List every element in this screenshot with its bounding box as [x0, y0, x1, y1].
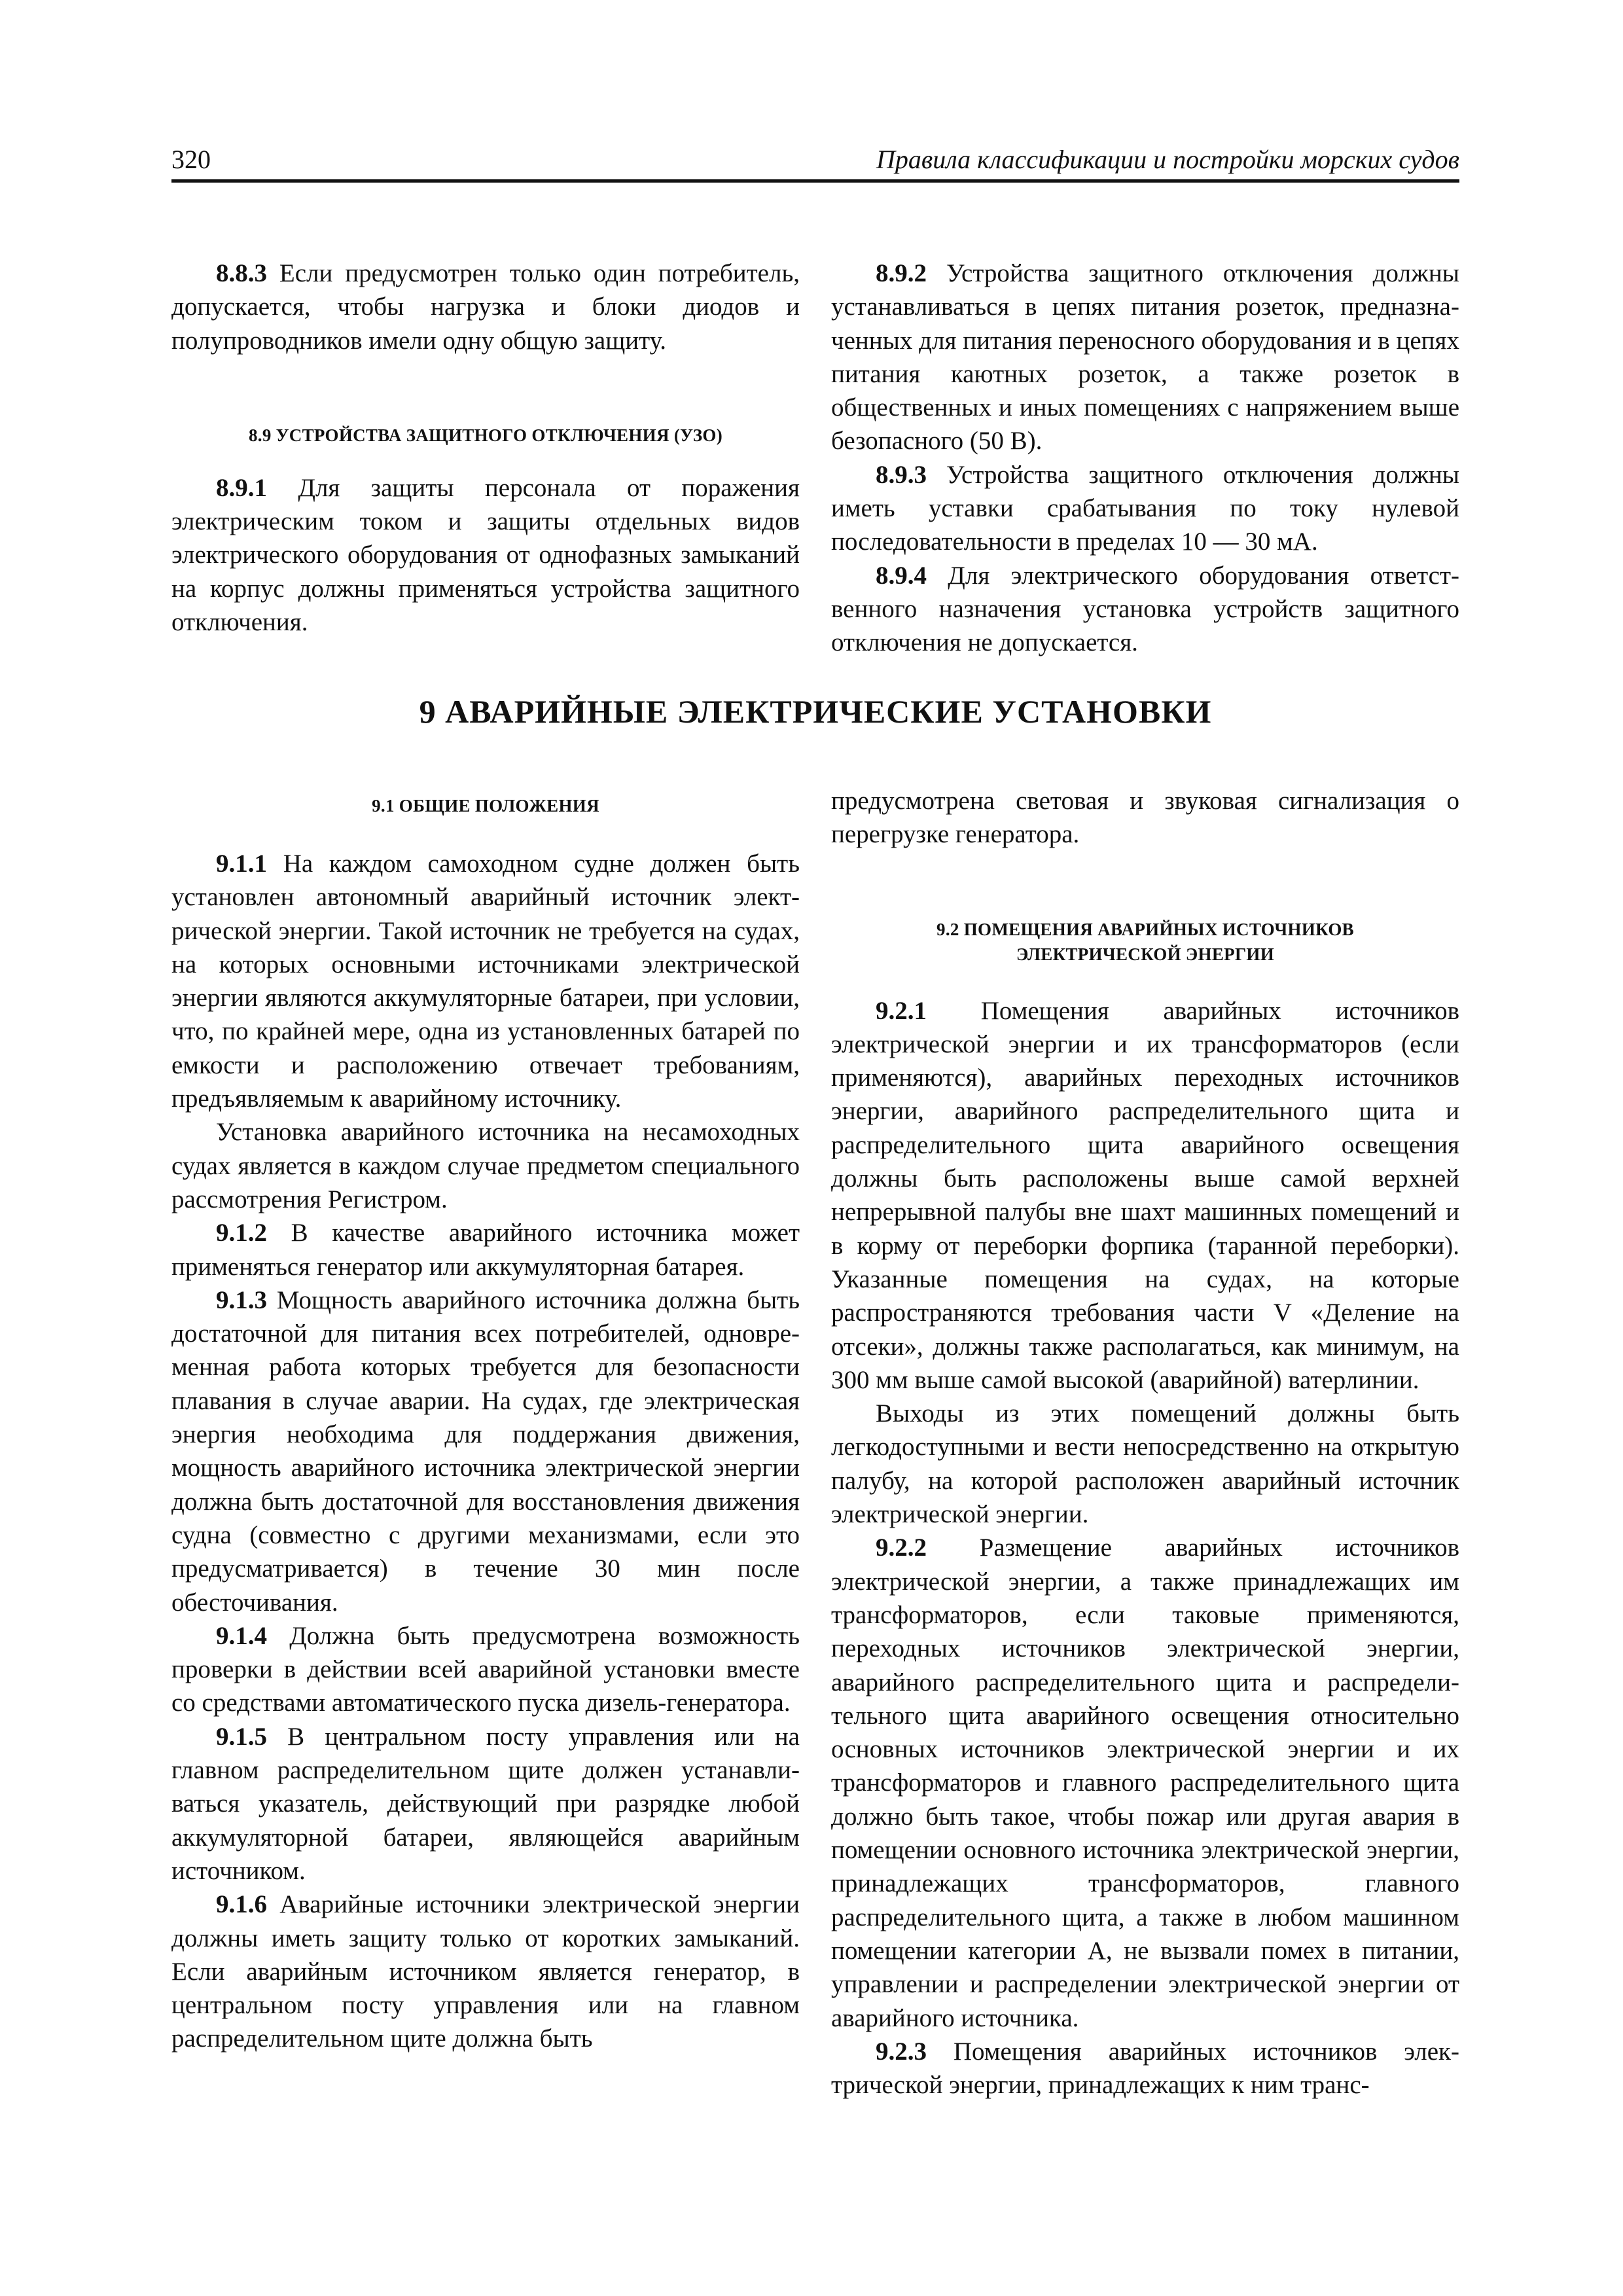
clause-text: Должна быть предусмотрена возможность проверки в действии всей аварийной установки вместе со средствами автоматического пуска дизель-генератора. [171, 1621, 800, 1717]
section-heading-9-2-line2: ЭЛЕКТРИЧЕСКОЙ ЭНЕРГИИ [1016, 944, 1275, 964]
bottom-left-column [171, 784, 800, 2056]
clause-text: Мощность аварийного источника должна быть достаточной для питания всех потребителей, одновременная работа которых требуется для безопасности плавания в случае аварии. На судах, где электрическая энергия необходима для поддержания движения, мощность аварийного источника электрической энергии должна быть достаточной для восстановления движения судна (совместно с другими механизмами, если это предусматривается) в течение 30 мин после обесточивания. [171, 1285, 800, 1617]
paragraph-8-9-3 [831, 458, 1459, 559]
clause-text: Помещения аварийных источников электрической энергии и их трансформаторов (если применяются), аварийных переходных источников энергии, аварийного распределительного щита и распределительного щита аварийного освещения должны быть расположены выше самой верхней непрерывной палубы вне шахт машинных помещений и в корму от переборки форпика (таранной переборки). Указанные помещения на судах, на которые распространяются требования части V «Деление на отсеки», должны также располагаться, как минимум, на 300 мм выше самой высокой (аварийной) ватерлинии. [831, 996, 1459, 1394]
clause-text: В качестве аварийного источника может применяться генератор или аккумуляторная батарея. [171, 1219, 800, 1281]
clause-number: 9.2.1 [876, 996, 927, 1025]
clause-text: Устройства защитного отключения должны иметь уставки срабатывания по току нулевой последовательности в пределах 10 — 30 мА. [831, 460, 1459, 556]
clause-text: Для защиты персонала от поражения электрическим током и защиты отдельных видов электрического оборудования от однофазных замыканий на корпус должны применяться устройства защитного отключения. [171, 473, 800, 637]
paragraph-9-1-6 [171, 1888, 800, 2055]
section-heading-9-1: 9.1 ОБЩИЕ ПОЛОЖЕНИЯ [372, 796, 599, 816]
clause-number: 9.2.2 [876, 1534, 927, 1562]
clause-number: 9.1.3 [216, 1285, 267, 1314]
clause-number: 8.8.3 [216, 259, 267, 287]
clause-number: 8.9.2 [876, 259, 927, 287]
clause-text: Помещения аварийных источников электрической энергии, принадлежащих к ним транс- [831, 2037, 1459, 2100]
paragraph-9-1-4 [171, 1619, 800, 1720]
paragraph-8-9-1 [171, 471, 800, 639]
clause-text: Если предусмотрен только один потребитель, допускается, чтобы нагрузка и блоки диодов и полупроводников имели одну общую защиту. [171, 259, 800, 355]
section-heading-9-2-line1: 9.2 ПОМЕЩЕНИЯ АВАРИЙНЫХ ИСТОЧНИКОВ [936, 919, 1354, 939]
paragraph-9-1-6-continued: предусмотрена световая и звуковая сигнализация о перегрузке генератора. [831, 787, 1459, 849]
running-title: Правила классификации и постройки морских судов [876, 145, 1459, 174]
paragraph-9-1-2 [171, 1216, 800, 1283]
clause-number: 9.1.1 [216, 850, 267, 878]
page-header [171, 143, 1459, 183]
page-number: 320 [171, 145, 211, 174]
chapter-title: 9 АВАРИЙНЫЕ ЭЛЕКТРИЧЕСКИЕ УСТАНОВКИ [419, 693, 1212, 730]
clause-text: Устройства защитного отключения должны устанавливаться в цепях питания розеток, предназначенных для питания переносного оборудования и в цепях питания каютных розеток, а также розеток в общественных и иных помещениях с напряжением выше безопасного (50 В). [831, 259, 1459, 456]
clause-number: 9.1.4 [216, 1621, 267, 1650]
clause-number: 9.1.2 [216, 1219, 267, 1247]
paragraph-9-2-1-continued: Выходы из этих помещений должны быть легкодоступными и вести непосредственно на открытую палубу, на которой расположен аварийный источник электрической энергии. [831, 1399, 1459, 1529]
bottom-right-column [831, 784, 1459, 2102]
clause-number: 8.9.3 [876, 460, 927, 489]
clause-number: 9.2.3 [876, 2037, 927, 2066]
top-left-column [171, 257, 800, 639]
clause-text: Размещение аварийных источников электрической энергии, а также принадлежащих им трансформаторов, если таковые применяются, переходных источников электрической энергии, аварийного распределительного щита и распределительного щита аварийного освещения относительно основных источников электрической энергии и их трансформаторов и главного распределительного щита должно быть такое, чтобы пожар или другая авария в помещении основного источника электрической энергии, принадлежащих трансформаторов, главного распределительного щита, а также в любом машинном помещении категории А, не вызвали помех в питании, управлении и распределении электрической энергии от аварийного источника. [831, 1534, 1459, 2032]
section-heading-8-9: 8.9 УСТРОЙСТВА ЗАЩИТНОГО ОТКЛЮЧЕНИЯ (УЗО) [248, 425, 723, 445]
paragraph-9-1-1-continued: Установка аварийного источника на несамоходных судах является в каждом случае предметом специального рассмотрения Регистром. [171, 1118, 800, 1213]
paragraph-8-9-4 [831, 559, 1459, 660]
paragraph-8-8-3 [171, 257, 800, 357]
clause-text: Аварийные источники электрической энергии должны иметь защиту только от коротких замыканий. Если аварийным источником является генератор, в центральном посту управления или на главном распределительном щите должна быть [171, 1890, 800, 2053]
paragraph-9-1-5 [171, 1720, 800, 1888]
top-right-column [831, 257, 1459, 660]
paragraph-9-2-3 [831, 2035, 1459, 2102]
section-heading-9-2 [831, 917, 1459, 967]
clause-number: 9.1.5 [216, 1722, 267, 1751]
paragraph-9-1-1 [171, 847, 800, 1115]
paragraph-9-2-2 [831, 1531, 1459, 2034]
paragraph-9-2-1 [831, 994, 1459, 1397]
clause-number: 8.9.1 [216, 473, 267, 502]
clause-text: В центральном посту управления или на главном распределительном щите должен устанавливаться указатель, действующий при разрядке любой аккумуляторной батареи, являющейся аварийным источником. [171, 1722, 800, 1885]
paragraph-9-1-3 [171, 1283, 800, 1619]
clause-number: 8.9.4 [876, 561, 927, 590]
clause-text: На каждом самоходном судне должен быть установлен автономный аварийный источник электрической энергии. Такой источник не требуется на судах, на которых основными источниками электрической энергии являются аккумуляторные батареи, при условии, что, по крайней мере, одна из установленных батарей по емкости и расположению отвечает требованиям, предъявляемым к аварийному источнику. [171, 850, 800, 1113]
clause-number: 9.1.6 [216, 1890, 267, 1919]
clause-text: Для электрического оборудования ответственного назначения установка устройств защитного отключения не допускается. [831, 561, 1459, 657]
paragraph-8-9-2 [831, 257, 1459, 458]
